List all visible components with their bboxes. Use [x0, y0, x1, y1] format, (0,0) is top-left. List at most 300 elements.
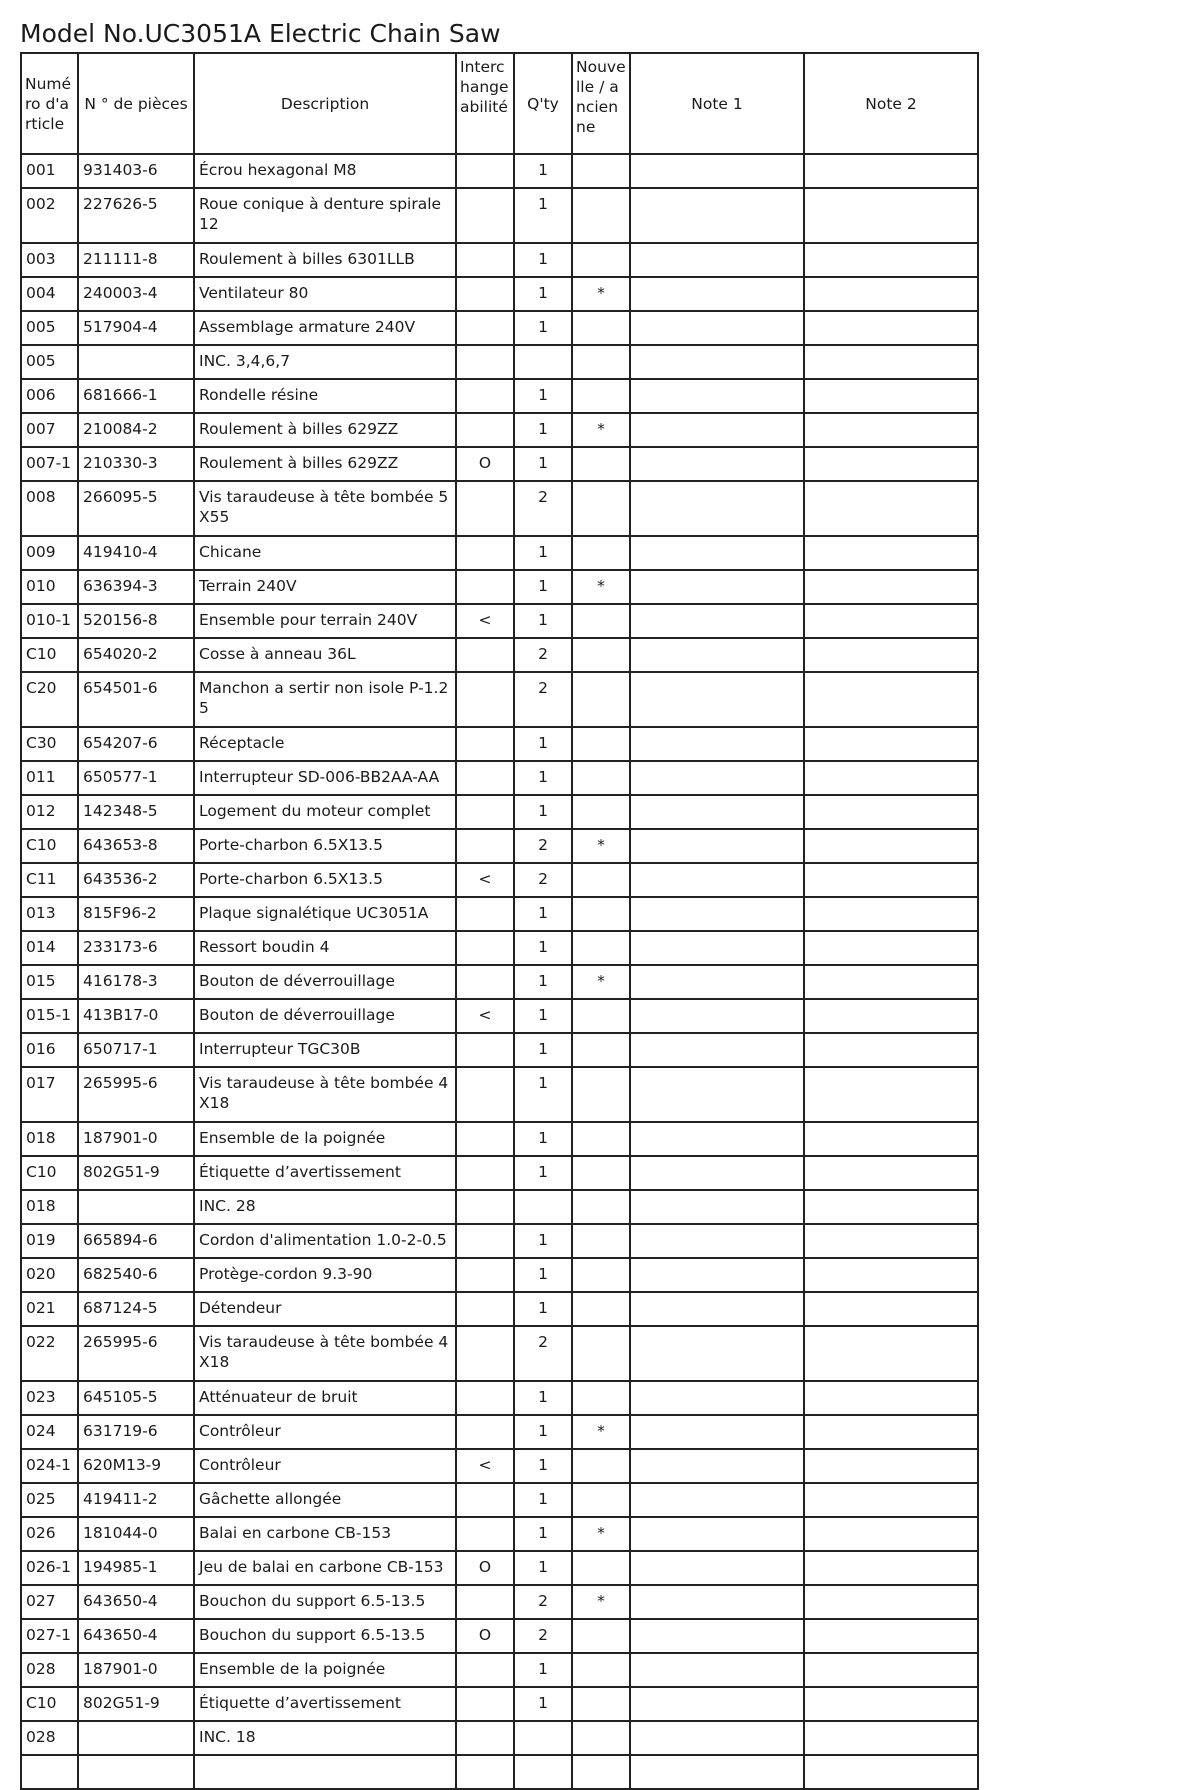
- cell-description: Détendeur: [194, 1292, 456, 1326]
- table-row: [21, 931, 978, 965]
- cell-qty: 1: [514, 277, 572, 311]
- cell-item-no: 010-1: [21, 604, 78, 638]
- cell-part-no: 654020-2: [78, 638, 194, 672]
- cell-interchangeability: [456, 931, 514, 965]
- cell-qty: 1: [514, 311, 572, 345]
- cell-description: Cordon d'alimentation 1.0-2-0.5: [194, 1224, 456, 1258]
- cell-new-old: *: [572, 277, 630, 311]
- cell-qty: 1: [514, 1224, 572, 1258]
- cell-part-no: 266095-5: [78, 481, 194, 536]
- table-row: [21, 1033, 978, 1067]
- cell-qty: 1: [514, 1122, 572, 1156]
- cell-note-2: [804, 536, 978, 570]
- cell-item-no: C30: [21, 727, 78, 761]
- cell-interchangeability: [456, 570, 514, 604]
- cell-new-old: [572, 863, 630, 897]
- cell-new-old: [572, 1190, 630, 1224]
- cell-interchangeability: <: [456, 604, 514, 638]
- cell-description: Cosse à anneau 36L: [194, 638, 456, 672]
- cell-description: Porte-charbon 6.5X13.5: [194, 863, 456, 897]
- cell-part-no: 665894-6: [78, 1224, 194, 1258]
- cell-note-2: [804, 188, 978, 243]
- cell-note-2: [804, 1449, 978, 1483]
- cell-part-no: 211111-8: [78, 243, 194, 277]
- cell-description: Étiquette d’avertissement: [194, 1156, 456, 1190]
- cell-note-1: [630, 1326, 804, 1381]
- cell-part-no: 419411-2: [78, 1483, 194, 1517]
- cell-description: Bouton de déverrouillage: [194, 999, 456, 1033]
- cell-item-no: 002: [21, 188, 78, 243]
- cell-note-2: [804, 672, 978, 727]
- cell-item-no: 026: [21, 1517, 78, 1551]
- cell-interchangeability: [456, 1653, 514, 1687]
- cell-qty: [514, 1721, 572, 1755]
- cell-part-no: 815F96-2: [78, 897, 194, 931]
- table-row: [21, 761, 978, 795]
- cell-item-no: 005: [21, 345, 78, 379]
- cell-new-old: [572, 188, 630, 243]
- table-row: [21, 795, 978, 829]
- cell-note-1: [630, 1449, 804, 1483]
- cell-note-2: [804, 1619, 978, 1653]
- cell-new-old: *: [572, 413, 630, 447]
- cell-interchangeability: [456, 1190, 514, 1224]
- cell-qty: 1: [514, 1258, 572, 1292]
- cell-new-old: [572, 1449, 630, 1483]
- cell-qty: 2: [514, 1585, 572, 1619]
- table-row: [21, 1483, 978, 1517]
- table-row: [21, 311, 978, 345]
- cell-part-no: 181044-0: [78, 1517, 194, 1551]
- cell-note-1: [630, 1381, 804, 1415]
- table-row: [21, 863, 978, 897]
- cell-description: Ensemble de la poignée: [194, 1653, 456, 1687]
- cell-new-old: [572, 1292, 630, 1326]
- cell-note-1: [630, 1190, 804, 1224]
- cell-qty: 1: [514, 1483, 572, 1517]
- cell-interchangeability: [456, 1415, 514, 1449]
- parts-table-body: [21, 154, 978, 1789]
- cell-interchangeability: [456, 311, 514, 345]
- table-row: [21, 829, 978, 863]
- cell-interchangeability: <: [456, 1449, 514, 1483]
- cell-qty: 1: [514, 1381, 572, 1415]
- cell-note-1: [630, 536, 804, 570]
- cell-description: Terrain 240V: [194, 570, 456, 604]
- cell-description: Rondelle résine: [194, 379, 456, 413]
- cell-qty: 1: [514, 1517, 572, 1551]
- table-row: [21, 1619, 978, 1653]
- cell-note-1: [630, 1483, 804, 1517]
- cell-part-no: 654207-6: [78, 727, 194, 761]
- table-row: [21, 1258, 978, 1292]
- cell-note-1: [630, 570, 804, 604]
- cell-description: Bouton de déverrouillage: [194, 965, 456, 999]
- cell-note-1: [630, 1585, 804, 1619]
- cell-new-old: [572, 243, 630, 277]
- cell-new-old: [572, 727, 630, 761]
- header-part-no: N ° de pièces: [78, 53, 194, 154]
- table-row: [21, 1156, 978, 1190]
- cell-description: Ensemble pour terrain 240V: [194, 604, 456, 638]
- cell-part-no: 650577-1: [78, 761, 194, 795]
- cell-qty: 1: [514, 727, 572, 761]
- cell-note-2: [804, 1585, 978, 1619]
- cell-new-old: *: [572, 965, 630, 999]
- table-row: [21, 447, 978, 481]
- cell-note-2: [804, 447, 978, 481]
- table-row: [21, 277, 978, 311]
- cell-new-old: [572, 1755, 630, 1789]
- cell-part-no: 631719-6: [78, 1415, 194, 1449]
- cell-note-2: [804, 931, 978, 965]
- cell-interchangeability: [456, 1585, 514, 1619]
- cell-note-1: [630, 481, 804, 536]
- cell-item-no: 017: [21, 1067, 78, 1122]
- cell-description: Bouchon du support 6.5-13.5: [194, 1619, 456, 1653]
- cell-part-no: 419410-4: [78, 536, 194, 570]
- cell-note-1: [630, 931, 804, 965]
- cell-interchangeability: [456, 761, 514, 795]
- cell-new-old: [572, 1483, 630, 1517]
- cell-item-no: C10: [21, 638, 78, 672]
- cell-note-2: [804, 379, 978, 413]
- cell-note-2: [804, 1156, 978, 1190]
- cell-interchangeability: [456, 829, 514, 863]
- cell-note-1: [630, 965, 804, 999]
- cell-item-no: 019: [21, 1224, 78, 1258]
- cell-note-1: [630, 1224, 804, 1258]
- cell-qty: 1: [514, 1449, 572, 1483]
- cell-description: Manchon a sertir non isole P-1.25: [194, 672, 456, 727]
- cell-item-no: C11: [21, 863, 78, 897]
- cell-note-1: [630, 795, 804, 829]
- table-row: [21, 536, 978, 570]
- cell-note-1: [630, 761, 804, 795]
- table-row: [21, 154, 978, 188]
- cell-note-2: [804, 243, 978, 277]
- cell-item-no: 027-1: [21, 1619, 78, 1653]
- cell-item-no: 018: [21, 1190, 78, 1224]
- cell-description: Roue conique à denture spirale 12: [194, 188, 456, 243]
- cell-new-old: [572, 311, 630, 345]
- cell-new-old: [572, 604, 630, 638]
- cell-note-2: [804, 1122, 978, 1156]
- cell-note-2: [804, 154, 978, 188]
- cell-description: Roulement à billes 629ZZ: [194, 413, 456, 447]
- cell-part-no: 643650-4: [78, 1619, 194, 1653]
- cell-part-no: 645105-5: [78, 1381, 194, 1415]
- cell-qty: 1: [514, 188, 572, 243]
- cell-interchangeability: [456, 413, 514, 447]
- cell-description: Contrôleur: [194, 1415, 456, 1449]
- cell-interchangeability: [456, 1755, 514, 1789]
- cell-note-1: [630, 447, 804, 481]
- cell-description: Vis taraudeuse à tête bombée 5X55: [194, 481, 456, 536]
- cell-interchangeability: [456, 277, 514, 311]
- cell-new-old: [572, 1156, 630, 1190]
- cell-interchangeability: [456, 1033, 514, 1067]
- table-row: [21, 1190, 978, 1224]
- table-row: [21, 379, 978, 413]
- cell-note-1: [630, 863, 804, 897]
- cell-qty: 1: [514, 965, 572, 999]
- cell-note-1: [630, 1292, 804, 1326]
- cell-item-no: 010: [21, 570, 78, 604]
- cell-part-no: 265995-6: [78, 1067, 194, 1122]
- cell-interchangeability: [456, 1517, 514, 1551]
- table-row: [21, 1687, 978, 1721]
- cell-note-2: [804, 965, 978, 999]
- cell-qty: 1: [514, 1067, 572, 1122]
- cell-new-old: [572, 1551, 630, 1585]
- cell-qty: [514, 1190, 572, 1224]
- cell-interchangeability: O: [456, 447, 514, 481]
- table-row: [21, 965, 978, 999]
- table-row: [21, 188, 978, 243]
- cell-item-no: C20: [21, 672, 78, 727]
- cell-item-no: [21, 1755, 78, 1789]
- cell-note-1: [630, 829, 804, 863]
- cell-new-old: [572, 931, 630, 965]
- cell-part-no: 802G51-9: [78, 1687, 194, 1721]
- cell-new-old: *: [572, 1585, 630, 1619]
- cell-description: Logement du moteur complet: [194, 795, 456, 829]
- header-note-2: Note 2: [804, 53, 978, 154]
- cell-note-2: [804, 570, 978, 604]
- cell-interchangeability: [456, 1687, 514, 1721]
- table-row: [21, 570, 978, 604]
- cell-new-old: [572, 1033, 630, 1067]
- cell-interchangeability: [456, 965, 514, 999]
- cell-qty: 1: [514, 1551, 572, 1585]
- cell-item-no: 012: [21, 795, 78, 829]
- cell-note-2: [804, 1326, 978, 1381]
- cell-qty: 1: [514, 570, 572, 604]
- cell-description: Contrôleur: [194, 1449, 456, 1483]
- cell-note-2: [804, 1551, 978, 1585]
- cell-interchangeability: [456, 154, 514, 188]
- cell-item-no: 026-1: [21, 1551, 78, 1585]
- cell-item-no: 028: [21, 1721, 78, 1755]
- page-title: Model No.UC3051A Electric Chain Saw: [20, 19, 501, 48]
- cell-description: INC. 28: [194, 1190, 456, 1224]
- cell-note-2: [804, 795, 978, 829]
- cell-note-1: [630, 999, 804, 1033]
- cell-item-no: 009: [21, 536, 78, 570]
- cell-item-no: 013: [21, 897, 78, 931]
- cell-new-old: [572, 897, 630, 931]
- cell-note-2: [804, 897, 978, 931]
- cell-note-2: [804, 999, 978, 1033]
- cell-description: Porte-charbon 6.5X13.5: [194, 829, 456, 863]
- cell-qty: 2: [514, 829, 572, 863]
- table-row: [21, 1381, 978, 1415]
- cell-item-no: C10: [21, 1156, 78, 1190]
- cell-qty: 1: [514, 1292, 572, 1326]
- header-interchangeability: Interchangeabilité: [456, 53, 514, 154]
- cell-note-1: [630, 277, 804, 311]
- table-row: [21, 1224, 978, 1258]
- cell-part-no: 682540-6: [78, 1258, 194, 1292]
- cell-qty: 1: [514, 536, 572, 570]
- table-row: [21, 243, 978, 277]
- cell-interchangeability: <: [456, 999, 514, 1033]
- cell-qty: 2: [514, 672, 572, 727]
- cell-note-2: [804, 829, 978, 863]
- table-row: [21, 1755, 978, 1789]
- cell-part-no: 681666-1: [78, 379, 194, 413]
- cell-description: Ensemble de la poignée: [194, 1122, 456, 1156]
- cell-interchangeability: [456, 1721, 514, 1755]
- cell-qty: 2: [514, 638, 572, 672]
- cell-qty: 1: [514, 447, 572, 481]
- cell-note-1: [630, 1122, 804, 1156]
- cell-part-no: 687124-5: [78, 1292, 194, 1326]
- table-row: [21, 1653, 978, 1687]
- cell-note-1: [630, 345, 804, 379]
- cell-qty: 1: [514, 999, 572, 1033]
- cell-part-no: 413B17-0: [78, 999, 194, 1033]
- table-row: [21, 1449, 978, 1483]
- cell-note-1: [630, 672, 804, 727]
- cell-part-no: 636394-3: [78, 570, 194, 604]
- cell-new-old: [572, 481, 630, 536]
- cell-new-old: [572, 1258, 630, 1292]
- cell-part-no: 643650-4: [78, 1585, 194, 1619]
- cell-part-no: 240003-4: [78, 277, 194, 311]
- cell-qty: 1: [514, 897, 572, 931]
- table-row: [21, 1551, 978, 1585]
- cell-note-1: [630, 1619, 804, 1653]
- cell-interchangeability: [456, 1224, 514, 1258]
- cell-description: Atténuateur de bruit: [194, 1381, 456, 1415]
- cell-note-2: [804, 863, 978, 897]
- cell-interchangeability: <: [456, 863, 514, 897]
- cell-description: Chicane: [194, 536, 456, 570]
- cell-note-1: [630, 1687, 804, 1721]
- cell-description: INC. 18: [194, 1721, 456, 1755]
- cell-new-old: [572, 795, 630, 829]
- cell-description: Gâchette allongée: [194, 1483, 456, 1517]
- cell-note-2: [804, 413, 978, 447]
- cell-note-2: [804, 761, 978, 795]
- table-row: [21, 481, 978, 536]
- cell-part-no: 233173-6: [78, 931, 194, 965]
- cell-part-no: 265995-6: [78, 1326, 194, 1381]
- cell-item-no: 015: [21, 965, 78, 999]
- cell-description: Étiquette d’avertissement: [194, 1687, 456, 1721]
- table-row: [21, 1122, 978, 1156]
- cell-description: INC. 3,4,6,7: [194, 345, 456, 379]
- cell-new-old: [572, 1687, 630, 1721]
- cell-description: Réceptacle: [194, 727, 456, 761]
- cell-new-old: [572, 1122, 630, 1156]
- cell-interchangeability: [456, 1292, 514, 1326]
- cell-qty: 1: [514, 379, 572, 413]
- table-row: [21, 1517, 978, 1551]
- cell-item-no: 014: [21, 931, 78, 965]
- cell-part-no: 142348-5: [78, 795, 194, 829]
- cell-new-old: [572, 1721, 630, 1755]
- table-row: [21, 897, 978, 931]
- header-note-1: Note 1: [630, 53, 804, 154]
- cell-item-no: 023: [21, 1381, 78, 1415]
- cell-new-old: [572, 1381, 630, 1415]
- cell-note-1: [630, 188, 804, 243]
- header-new-old: Nouvelle / ancienne: [572, 53, 630, 154]
- cell-item-no: 024: [21, 1415, 78, 1449]
- cell-qty: [514, 345, 572, 379]
- cell-description: Interrupteur SD-006-BB2AA-AA: [194, 761, 456, 795]
- cell-note-2: [804, 1190, 978, 1224]
- cell-part-no: 187901-0: [78, 1122, 194, 1156]
- cell-note-2: [804, 1721, 978, 1755]
- cell-note-2: [804, 277, 978, 311]
- cell-item-no: 015-1: [21, 999, 78, 1033]
- cell-part-no: 194985-1: [78, 1551, 194, 1585]
- cell-item-no: C10: [21, 829, 78, 863]
- cell-interchangeability: [456, 727, 514, 761]
- cell-description: Balai en carbone CB-153: [194, 1517, 456, 1551]
- cell-part-no: [78, 1190, 194, 1224]
- cell-description: Jeu de balai en carbone CB-153: [194, 1551, 456, 1585]
- cell-new-old: *: [572, 1517, 630, 1551]
- cell-new-old: [572, 761, 630, 795]
- cell-note-2: [804, 1755, 978, 1789]
- cell-note-2: [804, 1067, 978, 1122]
- cell-interchangeability: [456, 481, 514, 536]
- cell-part-no: 802G51-9: [78, 1156, 194, 1190]
- cell-item-no: 011: [21, 761, 78, 795]
- cell-interchangeability: [456, 672, 514, 727]
- cell-qty: 1: [514, 931, 572, 965]
- cell-new-old: [572, 1653, 630, 1687]
- cell-interchangeability: [456, 1156, 514, 1190]
- header-item-no: Numéro d'article: [21, 53, 78, 154]
- cell-description: Assemblage armature 240V: [194, 311, 456, 345]
- cell-part-no: 654501-6: [78, 672, 194, 727]
- cell-item-no: 021: [21, 1292, 78, 1326]
- cell-new-old: [572, 672, 630, 727]
- cell-interchangeability: [456, 1326, 514, 1381]
- cell-item-no: 022: [21, 1326, 78, 1381]
- cell-interchangeability: [456, 536, 514, 570]
- cell-qty: 2: [514, 481, 572, 536]
- cell-interchangeability: [456, 243, 514, 277]
- table-row: [21, 1292, 978, 1326]
- cell-note-1: [630, 413, 804, 447]
- cell-qty: 1: [514, 1415, 572, 1449]
- cell-item-no: 007: [21, 413, 78, 447]
- cell-item-no: 001: [21, 154, 78, 188]
- cell-item-no: 004: [21, 277, 78, 311]
- header-description: Description: [194, 53, 456, 154]
- table-row: [21, 672, 978, 727]
- cell-note-2: [804, 311, 978, 345]
- table-row: [21, 999, 978, 1033]
- cell-interchangeability: [456, 1483, 514, 1517]
- cell-interchangeability: O: [456, 1619, 514, 1653]
- cell-note-2: [804, 1483, 978, 1517]
- cell-new-old: [572, 379, 630, 413]
- cell-note-2: [804, 1033, 978, 1067]
- cell-note-1: [630, 1755, 804, 1789]
- cell-interchangeability: [456, 897, 514, 931]
- cell-item-no: 020: [21, 1258, 78, 1292]
- cell-note-2: [804, 1517, 978, 1551]
- cell-description: Plaque signalétique UC3051A: [194, 897, 456, 931]
